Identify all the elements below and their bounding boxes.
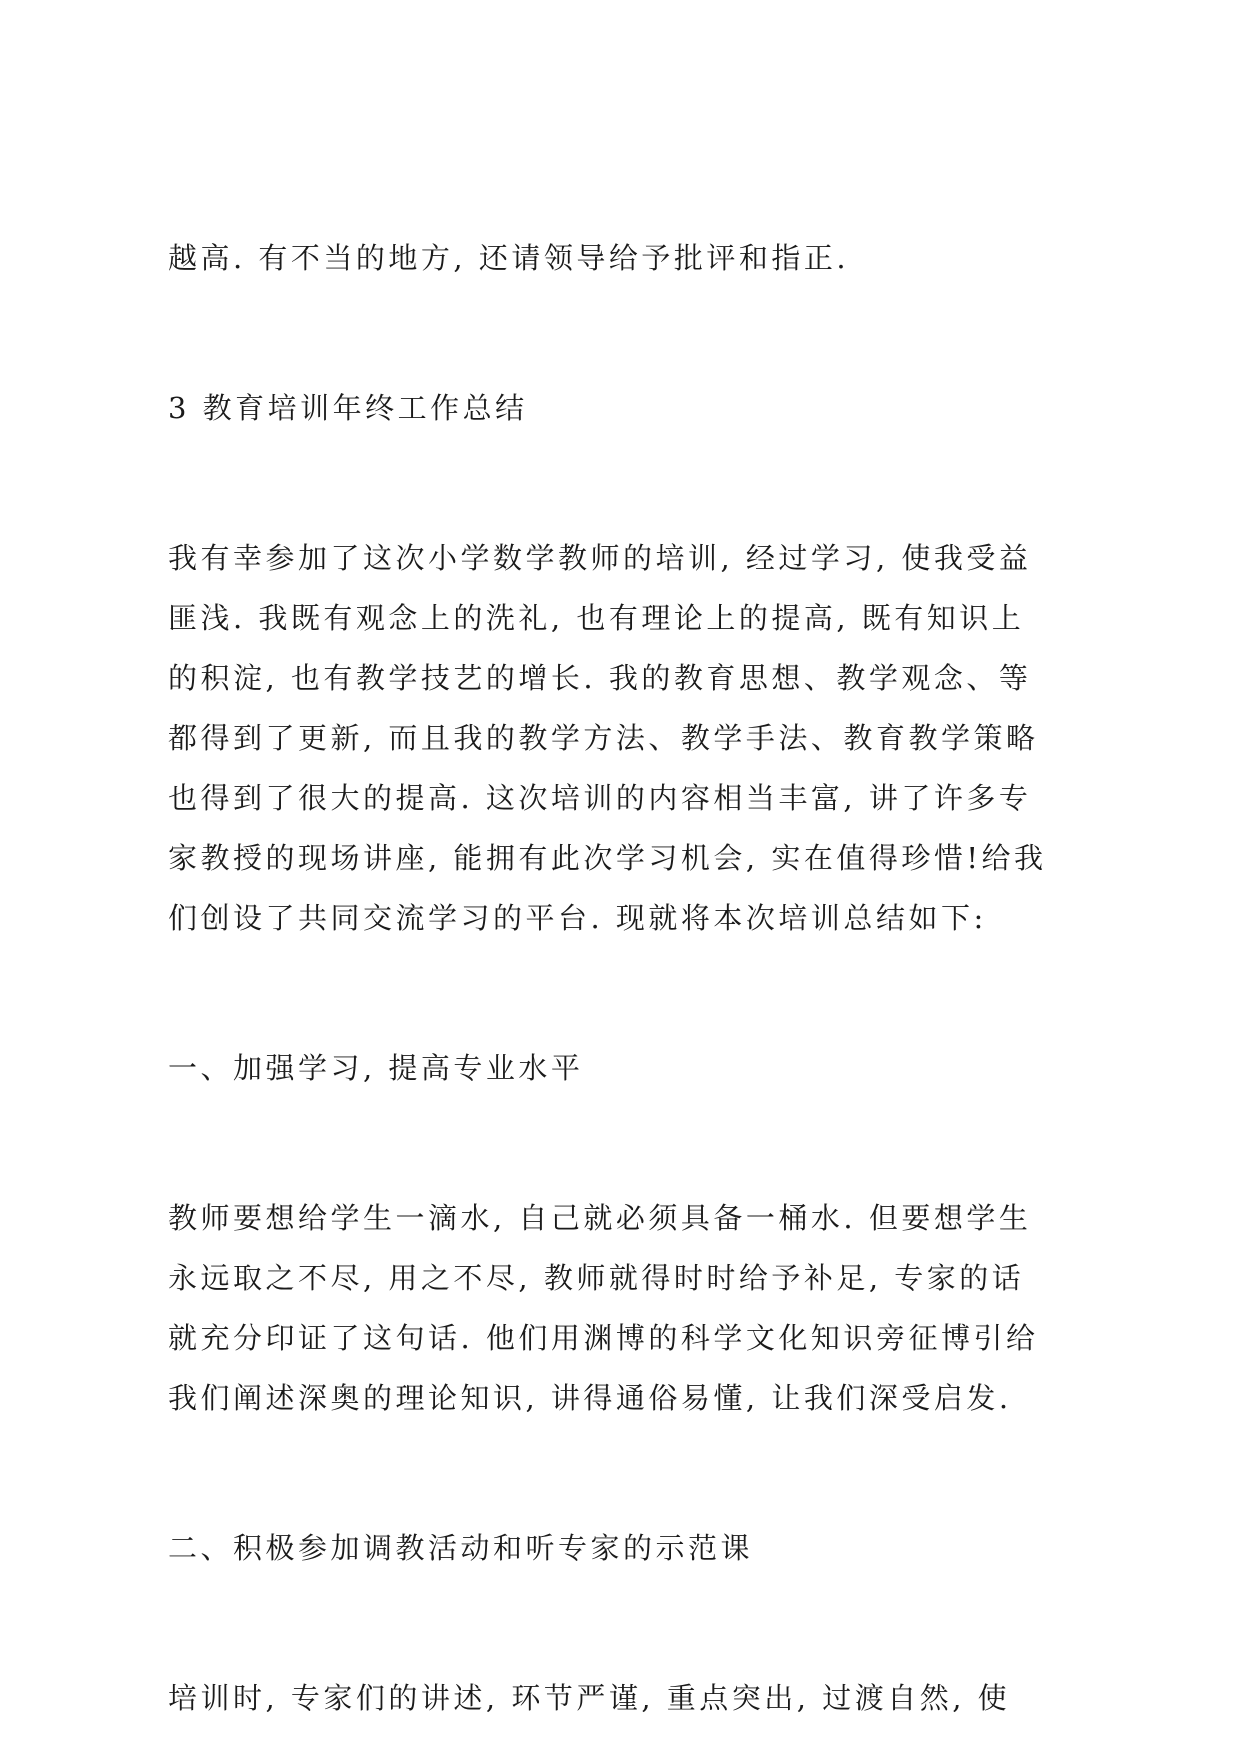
text-line: 都得到了更新, 而且我的教学方法、教学手法、教育教学策略 bbox=[168, 721, 1039, 755]
document-body bbox=[168, 228, 1088, 1728]
text-line: 教师要想给学生一滴水, 自己就必须具备一桶水. 但要想学生 bbox=[168, 1201, 1032, 1235]
text-line: 培训时, 专家们的讲述, 环节严谨, 重点突出, 过渡自然, 使 bbox=[168, 1681, 1011, 1715]
text-line: 我们阐述深奥的理论知识, 讲得通俗易懂, 让我们深受启发. bbox=[168, 1381, 1012, 1415]
paragraph-closing bbox=[168, 228, 1088, 288]
text-line: 们创设了共同交流学习的平台. 现就将本次培训总结如下: bbox=[168, 901, 987, 935]
heading-two bbox=[168, 1518, 1088, 1578]
text-line: 二、积极参加调教活动和听专家的示范课 bbox=[168, 1531, 754, 1565]
text-line: 越高. 有不当的地方, 还请领导给予批评和指正. bbox=[168, 241, 850, 275]
paragraph-two bbox=[168, 1668, 1088, 1728]
text-line: 的积淀, 也有教学技艺的增长. 我的教育思想、教学观念、等 bbox=[168, 661, 1032, 695]
text-line: 就充分印证了这句话. 他们用渊博的科学文化知识旁征博引给 bbox=[168, 1321, 1039, 1355]
text-line: 3 教育培训年终工作总结 bbox=[168, 391, 528, 425]
heading-one bbox=[168, 1038, 1088, 1098]
text-line: 匪浅. 我既有观念上的洗礼, 也有理论上的提高, 既有知识上 bbox=[168, 601, 1025, 635]
paragraph-one bbox=[168, 1188, 1088, 1428]
section-title bbox=[168, 378, 1088, 438]
text-line: 也得到了很大的提高. 这次培训的内容相当丰富, 讲了许多专 bbox=[168, 781, 1032, 815]
text-line: 一、加强学习, 提高专业水平 bbox=[168, 1051, 584, 1085]
text-line: 家教授的现场讲座, 能拥有此次学习机会, 实在值得珍惜!给我 bbox=[168, 841, 1047, 875]
paragraph-intro bbox=[168, 528, 1088, 948]
text-line: 永远取之不尽, 用之不尽, 教师就得时时给予补足, 专家的话 bbox=[168, 1261, 1025, 1295]
text-line: 我有幸参加了这次小学数学教师的培训, 经过学习, 使我受益 bbox=[168, 541, 1032, 575]
